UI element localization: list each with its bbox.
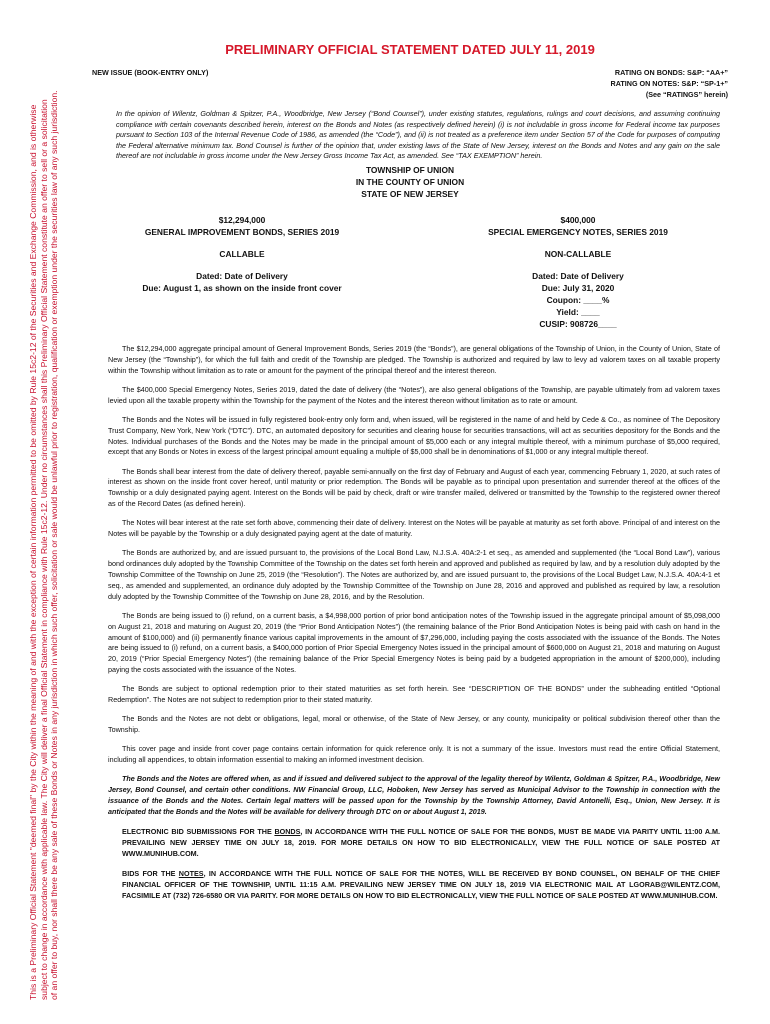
body-text <box>108 344 720 901</box>
paragraph-offering: The Bonds and the Notes are offered when, as and if issued and delivered subject to the approval of the legality thereof by Wilentz, Goldman & Spitzer, P.A., Woodbridge, New Jersey, Bond Counsel, and certain other conditions. NW Financial Group, LLC, Hoboken, New Jersey has served as Municipal Advisor to the Township in connection with the issuance of the Bonds and the Notes. Certain legal matters will be passed upon for the Township by the Township Attorney, David Antonelli, Esq., Union, New Jersey. It is anticipated that the Bonds and the Notes will be available for delivery through DTC on or about August 1, 2019. <box>108 774 720 816</box>
disclaimer-line: of an offer to buy, nor shall there be any sale of these Bonds or Notes in any jurisdiction in which such offer, solicitation or sale would be unlawful prior to registration, qualification or exemption under the securities law of any such jurisdiction. <box>49 90 60 1000</box>
disclaimer-line: This is a Preliminary Official Statement "deemed final" by the City within the meaning of and with the exception of certain information permitted to be omitted by Rule 15c2-12 of the Securities and Exchange Commission, and is otherwise <box>28 104 38 1000</box>
notice-emphasis: NOTES <box>178 869 204 879</box>
document-title: PRELIMINARY OFFICIAL STATEMENT DATED JULY 11, 2019 <box>225 42 595 57</box>
paragraph-bonds-description: The $12,294,000 aggregate principal amount of General Improvement Bonds, Series 2019 (the “Bonds”), are general obligations of the Township of Union, in the County of Union, State of New Jersey (the “Township”), for which the full faith and credit of the Township are pledged. The Township is authorized and required by law to levy ad valorem taxes on all taxable property within the Township without limitation as to rate or amount for the payment of the principal thereof and the interest thereon. <box>108 343 720 375</box>
ratings-block <box>611 67 728 100</box>
preliminary-disclaimer <box>28 38 60 1000</box>
notes-coupon: Coupon: ____% <box>546 294 610 305</box>
paragraph-cover-summary: This cover page and inside front cover page contains certain information for quick reference only. It is not a summary of the issue. Investors must read the entire Official Statement, including all appendices, to obtain information essential to making an informed investment decision. <box>108 744 720 765</box>
issues-columns <box>92 214 728 330</box>
paragraph-authorization: The Bonds are authorized by, and are issued pursuant to, the provisions of the Local Bond Law, N.J.S.A. 40A:2-1 et seq., as amended and supplemented (the “Local Bond Law”), various bond ordinances duly adopted by the Township Committee of the Township on the dates set forth herein and approved and published as required by law, and by a resolution duly adopted by the Township Committee of the Township on June 25, 2019 (the “Resolution”). The Notes are authorized by, and are issued pursuant to, the provisions of the Local Budget Law, N.J.S.A. 40A:4-1 et seq., as amended and supplemented, an ordinance duly adopted by the Township Committee of the Township on June 28, 2016 and approved and published as required by law, a resolution duly adopted by the Township Committee of the Township on June 28, 2016, and by the Resolution. <box>108 548 720 601</box>
bond-counsel-opinion: In the opinion of Wilentz, Goldman & Spitzer, P.A., Woodbridge, New Jersey (“Bond Counsel”), under existing statutes, regulations, rulings and court decisions, and assuming continuing compliance with certain covenants described herein, interest on the Bonds and Notes (as respectively defined herein) (i) is not includable in gross income for Federal income tax purposes pursuant to Section 103 of the Internal Revenue Code of 1986, as amended (the “Code”), and (ii) is not treated as a preference item under Section 57 of the Code for purposes of computing the Federal alternative minimum tax. Bond Counsel is further of the opinion that, under existing laws of the State of New Jersey, interest on the Bonds and Notes and any gain on the sale thereof are not includable in gross income under the New Jersey Gross Income Tax Act, as amended. See “TAX EXEMPTION” herein. <box>116 109 720 161</box>
bonds-amount: $12,294,000 <box>218 214 266 225</box>
bonds-callable: CALLABLE <box>219 248 265 259</box>
issuer-county: IN THE COUNTY OF UNION <box>355 176 465 187</box>
notes-amount: $400,000 <box>560 214 596 225</box>
issue-header <box>92 67 728 100</box>
paragraph-book-entry: The Bonds and the Notes will be issued in fully registered book-entry only form and, when issued, will be registered in the name of and held by Cede & Co., as nominee of The Depository Trust Company, New York, New York (“DTC”). DTC, an automated depository for securities and clearing house for securities transactions, will act as securities depository for the Bonds and the Notes. Individual purchases of the Bonds and the Notes may be made in the principal amount of $5,000 each or any integral multiple thereof, with a minimum purchase of $5,000 required, except that any Bonds or Notes in excess of the largest principal amount equaling a multiple of $5,000 shall be in denominations of $1,000 or any integral multiple thereof. <box>108 414 720 457</box>
issuer-state: STATE OF NEW JERSEY <box>361 188 459 199</box>
notes-column <box>428 214 728 330</box>
notes-yield: Yield: ____ <box>556 306 600 317</box>
notes-due: Due: July 31, 2020 <box>541 282 615 293</box>
notes-dated: Dated: Date of Delivery <box>532 270 624 281</box>
paragraph-purpose: The Bonds are being issued to (i) refund, on a current basis, a $4,998,000 portion of prior bond anticipation notes of the Township issued in the aggregate principal amount of $5,098,000 on August 21, 2018 and maturing on August 20, 2019 (the “Prior Bond Anticipation Notes”) (the remaining balance of the Prior Bond Anticipation Notes is being paid with cash on hand in the amount of $100,000) and (ii) permanently finance various capital improvements in the amount of $7,296,000, including paying the costs associated with the issuance of the Bonds. The Notes are being issued to (i) refund, on a current basis, a $400,000 portion of Prior Special Emergency Notes issued in the principal amount of $600,000 on August 21, 2018 and maturing on August 20, 2019 (“Prior Special Emergency Notes”) (the remaining balance of the Prior Special Emergency Notes is being paid by a budgeted appropriation in the amount of $200,000), including paying the costs associated with the issuance of the Notes. <box>108 610 720 674</box>
bond-bid-notice <box>122 826 720 859</box>
bonds-dated: Dated: Date of Delivery <box>196 270 288 281</box>
bonds-column <box>92 214 392 330</box>
notice-text: ELECTRONIC BID SUBMISSIONS FOR THE <box>122 827 275 837</box>
issuer-name: TOWNSHIP OF UNION <box>365 164 455 175</box>
notes-callable: NON-CALLABLE <box>544 248 612 259</box>
paragraph-note-interest: The Notes will bear interest at the rate set forth above, commencing their date of delivery. Interest on the Notes will be payable at maturity as set forth above. Principal of and interest on the Notes will be payable by the Township or a duly designated paying agent at the date of maturity. <box>108 518 720 539</box>
notes-cusip: CUSIP: 908726____ <box>539 318 617 329</box>
notice-text: , IN ACCORDANCE WITH THE FULL NOTICE OF SALE FOR THE NOTES, WILL BE RECEIVED BY BOND COUNSEL, ON BEHALF OF THE CHIEF FINANCIAL OFFICER OF THE TOWNSHIP, UNTIL 11:15 A.M. PREVAILING NEW JERSEY TIME ON JULY 18, 2019 VIA ELECTRONIC MAIL AT LGORAB@WILENTZ.COM, FACSIMILE AT (732) 726-6580 OR VIA PARITY. FOR MORE DETAILS ON HOW TO BID ELECTRONICALLY, VIEW THE FULL NOTICE OF SALE POSTED AT WWW.MUNIHUB.COM. <box>122 869 720 901</box>
issuer-block <box>92 164 728 200</box>
paragraph-notes-description: The $400,000 Special Emergency Notes, Series 2019, dated the date of delivery (the “Notes”), are also general obligations of the Township, are payable ultimately from ad valorem taxes levied upon all the taxable property within the Township for the payment of the Notes and the interest thereon without limitation as to rate or amount. <box>108 384 720 405</box>
notes-name: SPECIAL EMERGENCY NOTES, SERIES 2019 <box>488 226 668 237</box>
paragraph-bond-interest: The Bonds shall bear interest from the date of delivery thereof, payable semi-annually on the first day of February and August of each year, commencing February 1, 2020, at such rates of interest as shown on the inside front cover hereof, until maturity or prior redemption. The Bonds will be payable as to principal upon presentation and surrender thereof at the offices of the Township or a duly designated paying agent. Interest on the Bonds will be paid by check, draft or wire transfer mailed, delivered or transmitted by the Township to the registered owner thereof as of the Record Dates (as defined herein). <box>108 466 720 509</box>
disclaimer-line: subject to change in accordance with applicable law. The City will deliver a final Official Statement in compliance with Rule 15c2-12. Under no circumstances shall this Preliminary Official Statement constitute an offer to sell or a solicitation <box>38 99 49 1000</box>
notice-text: BIDS FOR THE <box>122 869 179 879</box>
paragraph-not-state-debt: The Bonds and the Notes are not debt or obligations, legal, moral or otherwise, of the State of New Jersey, or any county, municipality or political subdivision thereof other than the Township. <box>108 714 720 735</box>
rating-reference: (See “RATINGS” herein) <box>645 90 728 99</box>
notice-emphasis: BONDS <box>274 827 301 837</box>
cover-page <box>92 40 728 910</box>
rating-bonds: RATING ON BONDS: S&P: “AA+” <box>614 68 728 77</box>
bonds-due: Due: August 1, as shown on the inside front cover <box>142 282 342 293</box>
paragraph-redemption: The Bonds are subject to optional redemption prior to their stated maturities as set forth herein. See “DESCRIPTION OF THE BONDS” under the subheading entitled “Optional Redemption”. The Notes are not subject to redemption prior to their stated maturity. <box>108 684 720 704</box>
rating-notes: RATING ON NOTES: S&P: “SP-1+” <box>610 79 728 88</box>
notice-text: , IN ACCORDANCE WITH THE FULL NOTICE OF SALE FOR THE BONDS, MUST BE MADE VIA PARITY UNTIL 11:00 A.M. PREVAILING NEW JERSEY TIME ON JULY 18, 2019. FOR MORE DETAILS ON HOW TO BID ELECTRONICALLY, VIEW THE FULL NOTICE OF SALE POSTED AT WWW.MUNIHUB.COM. <box>122 827 721 859</box>
issue-type: NEW ISSUE (BOOK-ENTRY ONLY) <box>92 68 209 77</box>
bonds-name: GENERAL IMPROVEMENT BONDS, SERIES 2019 <box>144 226 340 237</box>
note-bid-notice <box>122 868 720 901</box>
